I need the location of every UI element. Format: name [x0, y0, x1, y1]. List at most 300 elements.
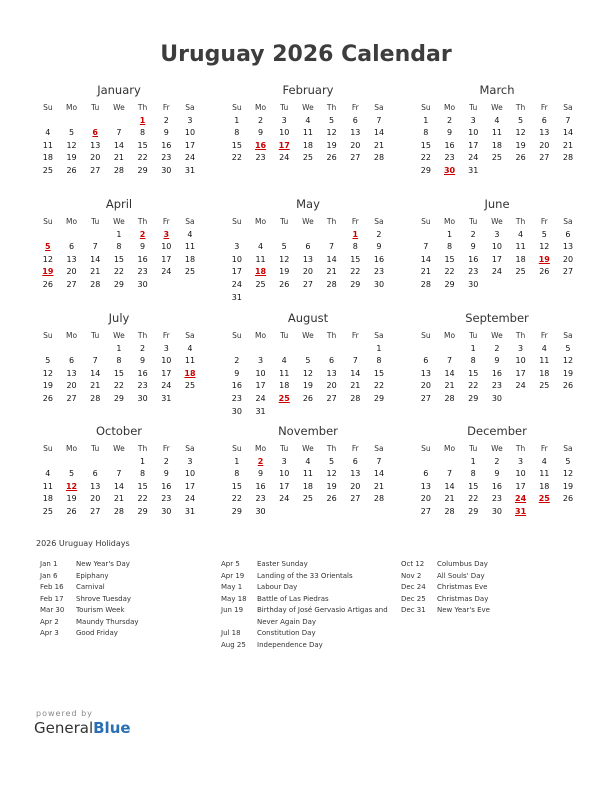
- day-cell: 16: [231, 381, 242, 391]
- weekday-label: Sa: [185, 103, 195, 112]
- empty-cell: [249, 292, 273, 305]
- day-cell: 23: [373, 267, 385, 277]
- day-cell: 5: [565, 456, 571, 466]
- holiday-name: New Year's Eve: [437, 606, 490, 614]
- weekday-header: [414, 443, 580, 456]
- empty-cell: [367, 506, 391, 519]
- day-cell: 5: [45, 356, 51, 366]
- weekday-label: Mo: [66, 331, 78, 340]
- weekday-label: We: [302, 331, 314, 340]
- empty-cell: [414, 456, 438, 469]
- day-cell: 27: [302, 279, 313, 289]
- week-row: [414, 165, 580, 178]
- day-cell: 9: [376, 242, 382, 252]
- weekday-label: Fr: [540, 217, 548, 226]
- day-cell: 18: [491, 140, 502, 150]
- month-name: February: [282, 83, 334, 97]
- month-name: April: [105, 197, 133, 211]
- day-cell: 30: [161, 506, 172, 516]
- week-row: [36, 229, 202, 242]
- day-cell: 25: [515, 267, 526, 277]
- day-cell: 18: [279, 381, 290, 391]
- day-cell: 20: [90, 153, 101, 163]
- week-row: [225, 343, 391, 356]
- empty-cell: [272, 406, 296, 419]
- day-cell: 24: [184, 153, 196, 163]
- week-row: [225, 266, 391, 279]
- weekday-label: Th: [326, 217, 337, 226]
- day-cell: 7: [446, 469, 453, 479]
- day-cell: 24: [255, 393, 266, 403]
- day-cell: 16: [468, 254, 479, 264]
- day-cell: 23: [137, 267, 148, 277]
- holiday-date: Aug 25: [221, 640, 246, 649]
- holiday-date: Apr 3: [40, 629, 59, 637]
- day-cell: 3: [187, 456, 193, 466]
- week-row: [36, 279, 202, 292]
- day-cell: 1: [423, 115, 429, 125]
- day-cell: 20: [539, 140, 550, 150]
- day-cell: 6: [68, 242, 75, 252]
- holiday-item: [401, 582, 490, 594]
- day-cell: 4: [494, 115, 500, 125]
- day-cell: 29: [113, 279, 124, 289]
- empty-cell: [343, 343, 367, 356]
- weekday-label: We: [113, 444, 125, 453]
- holiday-item: [401, 559, 490, 571]
- day-cell: 7: [352, 356, 358, 366]
- day-cell: 6: [565, 229, 571, 239]
- holiday-name: New Year's Day: [76, 560, 130, 568]
- day-cell: 23: [161, 153, 172, 163]
- month-name: August: [287, 311, 329, 325]
- day-cell: 30: [137, 393, 148, 403]
- holiday-date: Dec 24: [401, 583, 426, 591]
- month-calendar-july: [36, 310, 202, 406]
- weekday-label: Mo: [66, 444, 78, 453]
- week-row: [225, 481, 391, 494]
- week-row: [414, 127, 580, 140]
- day-cell: 24: [468, 153, 479, 163]
- empty-cell: [509, 393, 533, 406]
- day-cell: 27: [326, 393, 337, 403]
- day-cell: 1: [234, 115, 240, 125]
- holiday-item: [221, 571, 389, 583]
- day-cell: 26: [66, 506, 77, 516]
- day-cell: 23: [491, 494, 502, 504]
- day-cell: 4: [541, 343, 547, 353]
- empty-cell: [83, 456, 107, 469]
- holiday-name: Carnival: [76, 583, 105, 591]
- day-cell: 22: [137, 153, 148, 163]
- day-cell: 4: [187, 343, 193, 353]
- day-cell: 1: [139, 115, 146, 125]
- holiday-name: Labour Day: [257, 583, 298, 591]
- day-cell: 1: [446, 229, 453, 239]
- day-cell: 21: [444, 494, 455, 504]
- empty-cell: [367, 292, 391, 305]
- day-cell: 17: [231, 267, 242, 277]
- weekday-label: Fr: [351, 331, 359, 340]
- month-name: June: [484, 197, 510, 211]
- holiday-date: Apr 19: [221, 571, 245, 580]
- day-cell: 25: [278, 393, 290, 403]
- day-cell: 10: [184, 469, 196, 479]
- day-cell: 6: [541, 115, 547, 125]
- day-cell: 4: [518, 229, 524, 239]
- empty-cell: [532, 506, 556, 519]
- empty-cell: [556, 393, 580, 406]
- day-cell: 11: [42, 140, 53, 150]
- day-cell: 8: [140, 469, 146, 479]
- holiday-name: Shrove Tuesday: [76, 594, 132, 603]
- empty-cell: [83, 229, 107, 242]
- holiday-item: [40, 559, 139, 571]
- holiday-item: [40, 571, 139, 583]
- day-cell: 19: [42, 267, 54, 277]
- empty-cell: [36, 343, 60, 356]
- day-cell: 7: [565, 115, 571, 125]
- holiday-item: [40, 617, 139, 629]
- week-row: [225, 368, 391, 381]
- day-cell: 24: [184, 494, 196, 504]
- day-cell: 3: [187, 115, 193, 125]
- day-cell: 25: [491, 153, 502, 163]
- day-cell: 20: [350, 140, 361, 150]
- day-cell: 27: [539, 153, 550, 163]
- week-row: [36, 127, 202, 140]
- day-cell: 17: [515, 368, 526, 378]
- weekday-label: Mo: [66, 103, 78, 112]
- empty-cell: [509, 165, 533, 178]
- day-cell: 15: [444, 254, 455, 264]
- day-cell: 20: [326, 381, 337, 391]
- holiday-item: [401, 605, 490, 617]
- day-cell: 29: [113, 393, 124, 403]
- day-cell: 24: [515, 381, 526, 391]
- day-cell: 20: [420, 381, 431, 391]
- day-cell: 8: [234, 128, 240, 138]
- day-cell: 19: [515, 140, 526, 150]
- weekday-label: Fr: [540, 103, 548, 112]
- empty-cell: [36, 229, 60, 242]
- day-cell: 24: [161, 381, 172, 391]
- week-row: [225, 506, 391, 519]
- day-cell: 11: [279, 368, 290, 378]
- day-cell: 18: [42, 494, 53, 504]
- day-cell: 30: [373, 279, 385, 289]
- day-cell: 29: [373, 393, 385, 403]
- week-row: [225, 127, 391, 140]
- empty-cell: [178, 393, 202, 406]
- empty-cell: [556, 279, 580, 292]
- day-cell: 4: [305, 115, 311, 125]
- weekday-label: Fr: [351, 103, 359, 112]
- day-cell: 1: [116, 343, 122, 353]
- day-cell: 30: [491, 393, 502, 403]
- week-row: [36, 254, 202, 267]
- day-cell: 18: [302, 140, 313, 150]
- day-cell: 10: [515, 356, 526, 366]
- weekday-label: Th: [137, 444, 148, 453]
- weekday-header: [36, 216, 202, 229]
- week-row: [414, 393, 580, 406]
- day-cell: 8: [470, 356, 476, 366]
- day-cell: 26: [279, 279, 290, 289]
- day-cell: 9: [234, 368, 240, 378]
- weekday-label: Mo: [444, 444, 456, 453]
- day-cell: 2: [257, 456, 264, 466]
- day-cell: 8: [446, 242, 453, 252]
- day-cell: 22: [373, 381, 385, 391]
- holiday-name: Christmas Day: [437, 594, 489, 603]
- empty-cell: [249, 229, 273, 242]
- day-cell: 9: [140, 242, 146, 252]
- week-row: [225, 393, 391, 406]
- empty-cell: [485, 279, 509, 292]
- day-cell: 24: [231, 279, 242, 289]
- weekday-label: Sa: [563, 217, 573, 226]
- day-cell: 25: [539, 381, 550, 391]
- day-cell: 27: [420, 393, 431, 403]
- weekday-label: Tu: [469, 217, 478, 226]
- day-cell: 6: [352, 115, 358, 125]
- day-cell: 16: [444, 140, 455, 150]
- day-cell: 13: [539, 128, 550, 138]
- day-cell: 21: [373, 481, 385, 491]
- day-cell: 20: [420, 494, 431, 504]
- day-cell: 1: [352, 229, 359, 239]
- day-cell: 4: [187, 229, 193, 239]
- day-cell: 17: [515, 481, 526, 491]
- day-cell: 12: [65, 481, 78, 491]
- week-row: [414, 468, 580, 481]
- day-cell: 12: [279, 254, 290, 264]
- day-cell: 9: [163, 469, 169, 479]
- day-cell: 17: [161, 254, 172, 264]
- day-cell: 1: [140, 456, 146, 466]
- day-cell: 26: [42, 393, 53, 403]
- day-cell: 4: [541, 456, 547, 466]
- holiday-name: Easter Sunday: [257, 560, 308, 568]
- week-row: [36, 355, 202, 368]
- day-cell: 16: [161, 140, 172, 150]
- day-cell: 24: [491, 267, 502, 277]
- day-cell: 5: [329, 115, 335, 125]
- day-cell: 19: [562, 368, 574, 378]
- weekday-label: Fr: [351, 217, 359, 226]
- day-cell: 13: [420, 481, 431, 491]
- month-name: March: [479, 83, 515, 97]
- day-cell: 2: [494, 343, 500, 353]
- day-cell: 10: [468, 128, 479, 138]
- week-row: [36, 140, 202, 153]
- day-cell: 3: [281, 456, 287, 466]
- day-cell: 7: [329, 242, 335, 252]
- empty-cell: [414, 229, 438, 242]
- week-row: [225, 279, 391, 292]
- day-cell: 19: [326, 140, 337, 150]
- month-name: January: [97, 83, 141, 97]
- weekday-label: Sa: [185, 217, 195, 226]
- weekday-label: Su: [43, 217, 53, 226]
- weekday-label: Tu: [91, 331, 100, 340]
- day-cell: 15: [231, 140, 242, 150]
- empty-cell: [438, 343, 462, 356]
- weekday-header: [414, 102, 580, 115]
- day-cell: 16: [373, 254, 385, 264]
- day-cell: 28: [90, 393, 101, 403]
- holiday-date: Oct 12: [401, 560, 425, 568]
- week-row: [414, 266, 580, 279]
- holiday-item: [40, 605, 139, 617]
- day-cell: 25: [184, 381, 196, 391]
- empty-cell: [320, 406, 344, 419]
- brand-logo[interactable]: [34, 719, 131, 737]
- holiday-date: Dec 31: [401, 606, 426, 614]
- holiday-date: Jan 6: [40, 571, 58, 580]
- empty-cell: [154, 279, 178, 292]
- weekday-label: We: [113, 103, 125, 112]
- day-cell: 1: [116, 229, 122, 239]
- day-cell: 10: [279, 469, 290, 479]
- day-cell: 3: [494, 229, 500, 239]
- day-cell: 11: [515, 242, 526, 252]
- day-cell: 14: [113, 481, 124, 491]
- weekday-label: Tu: [280, 331, 289, 340]
- holidays-heading: 2026 Uruguay Holidays: [36, 539, 130, 548]
- month-name: November: [278, 424, 338, 438]
- empty-cell: [320, 506, 344, 519]
- weekday-label: Mo: [255, 331, 267, 340]
- weekday-label: Tu: [280, 444, 289, 453]
- week-row: [414, 355, 580, 368]
- day-cell: 7: [376, 456, 382, 466]
- week-row: [225, 456, 391, 469]
- day-cell: 21: [373, 140, 385, 150]
- day-cell: 29: [468, 506, 479, 516]
- day-cell: 18: [184, 254, 196, 264]
- day-cell: 15: [468, 481, 479, 491]
- weekday-header: [36, 330, 202, 343]
- day-cell: 13: [350, 469, 361, 479]
- day-cell: 23: [161, 494, 172, 504]
- month-calendar-september: [414, 310, 580, 406]
- holiday-date: Jun 19: [221, 606, 244, 614]
- day-cell: 31: [161, 393, 172, 403]
- day-cell: 3: [234, 242, 240, 252]
- empty-cell: [532, 279, 556, 292]
- day-cell: 27: [66, 393, 77, 403]
- holiday-date: Apr 5: [221, 560, 240, 568]
- day-cell: 11: [302, 469, 313, 479]
- weekday-label: Sa: [374, 217, 384, 226]
- day-cell: 25: [42, 165, 53, 175]
- day-cell: 18: [184, 368, 196, 378]
- day-cell: 26: [302, 393, 313, 403]
- day-cell: 28: [350, 393, 361, 403]
- day-cell: 30: [255, 506, 266, 516]
- day-cell: 7: [92, 356, 98, 366]
- day-cell: 20: [66, 381, 77, 391]
- day-cell: 4: [281, 356, 287, 366]
- weekday-label: Su: [421, 217, 431, 226]
- weekday-label: Th: [515, 444, 526, 453]
- day-cell: 27: [350, 153, 361, 163]
- day-cell: 26: [66, 165, 77, 175]
- weekday-label: Su: [43, 331, 53, 340]
- day-cell: 14: [562, 128, 574, 138]
- week-row: [36, 481, 202, 494]
- day-cell: 14: [373, 469, 385, 479]
- day-cell: 7: [116, 469, 122, 479]
- day-cell: 28: [420, 279, 431, 289]
- month-calendar-june: [414, 196, 580, 292]
- day-cell: 5: [305, 356, 311, 366]
- day-cell: 4: [45, 469, 51, 479]
- weekday-header: [225, 102, 391, 115]
- week-row: [414, 140, 580, 153]
- day-cell: 31: [184, 506, 196, 516]
- week-row: [414, 380, 580, 393]
- weekday-label: Tu: [469, 444, 478, 453]
- day-cell: 17: [468, 140, 479, 150]
- day-cell: 29: [420, 165, 431, 175]
- day-cell: 5: [565, 343, 571, 353]
- day-cell: 10: [515, 469, 526, 479]
- weekday-label: Tu: [91, 444, 100, 453]
- day-cell: 6: [92, 128, 98, 138]
- weekday-label: Sa: [563, 331, 573, 340]
- day-cell: 13: [350, 128, 361, 138]
- holiday-name: Epiphany: [76, 571, 109, 580]
- weekday-label: Su: [232, 103, 242, 112]
- day-cell: 16: [491, 368, 502, 378]
- day-cell: 23: [137, 381, 148, 391]
- day-cell: 26: [539, 267, 550, 277]
- day-cell: 28: [326, 279, 337, 289]
- day-cell: 30: [137, 279, 148, 289]
- day-cell: 30: [161, 165, 172, 175]
- empty-cell: [320, 343, 344, 356]
- weekday-label: Mo: [444, 103, 456, 112]
- weekday-label: We: [302, 103, 314, 112]
- holiday-name: Birthday of José Gervasio Artigas and Never Again Day: [257, 606, 388, 626]
- day-cell: 4: [257, 242, 264, 252]
- holiday-item: [221, 605, 389, 628]
- holiday-item: [221, 640, 389, 652]
- day-cell: 12: [562, 469, 574, 479]
- day-cell: 15: [373, 368, 385, 378]
- day-cell: 21: [350, 381, 361, 391]
- weekday-header: [225, 443, 391, 456]
- empty-cell: [36, 115, 60, 128]
- day-cell: 31: [515, 506, 527, 516]
- weekday-header: [414, 216, 580, 229]
- day-cell: 2: [257, 115, 264, 125]
- day-cell: 8: [423, 128, 429, 138]
- empty-cell: [272, 229, 296, 242]
- day-cell: 23: [491, 381, 502, 391]
- day-cell: 19: [538, 254, 550, 264]
- day-cell: 3: [281, 115, 287, 125]
- empty-cell: [178, 279, 202, 292]
- day-cell: 22: [113, 381, 124, 391]
- day-cell: 15: [350, 254, 361, 264]
- day-cell: 10: [491, 242, 502, 252]
- day-cell: 15: [113, 254, 124, 264]
- week-row: [36, 266, 202, 279]
